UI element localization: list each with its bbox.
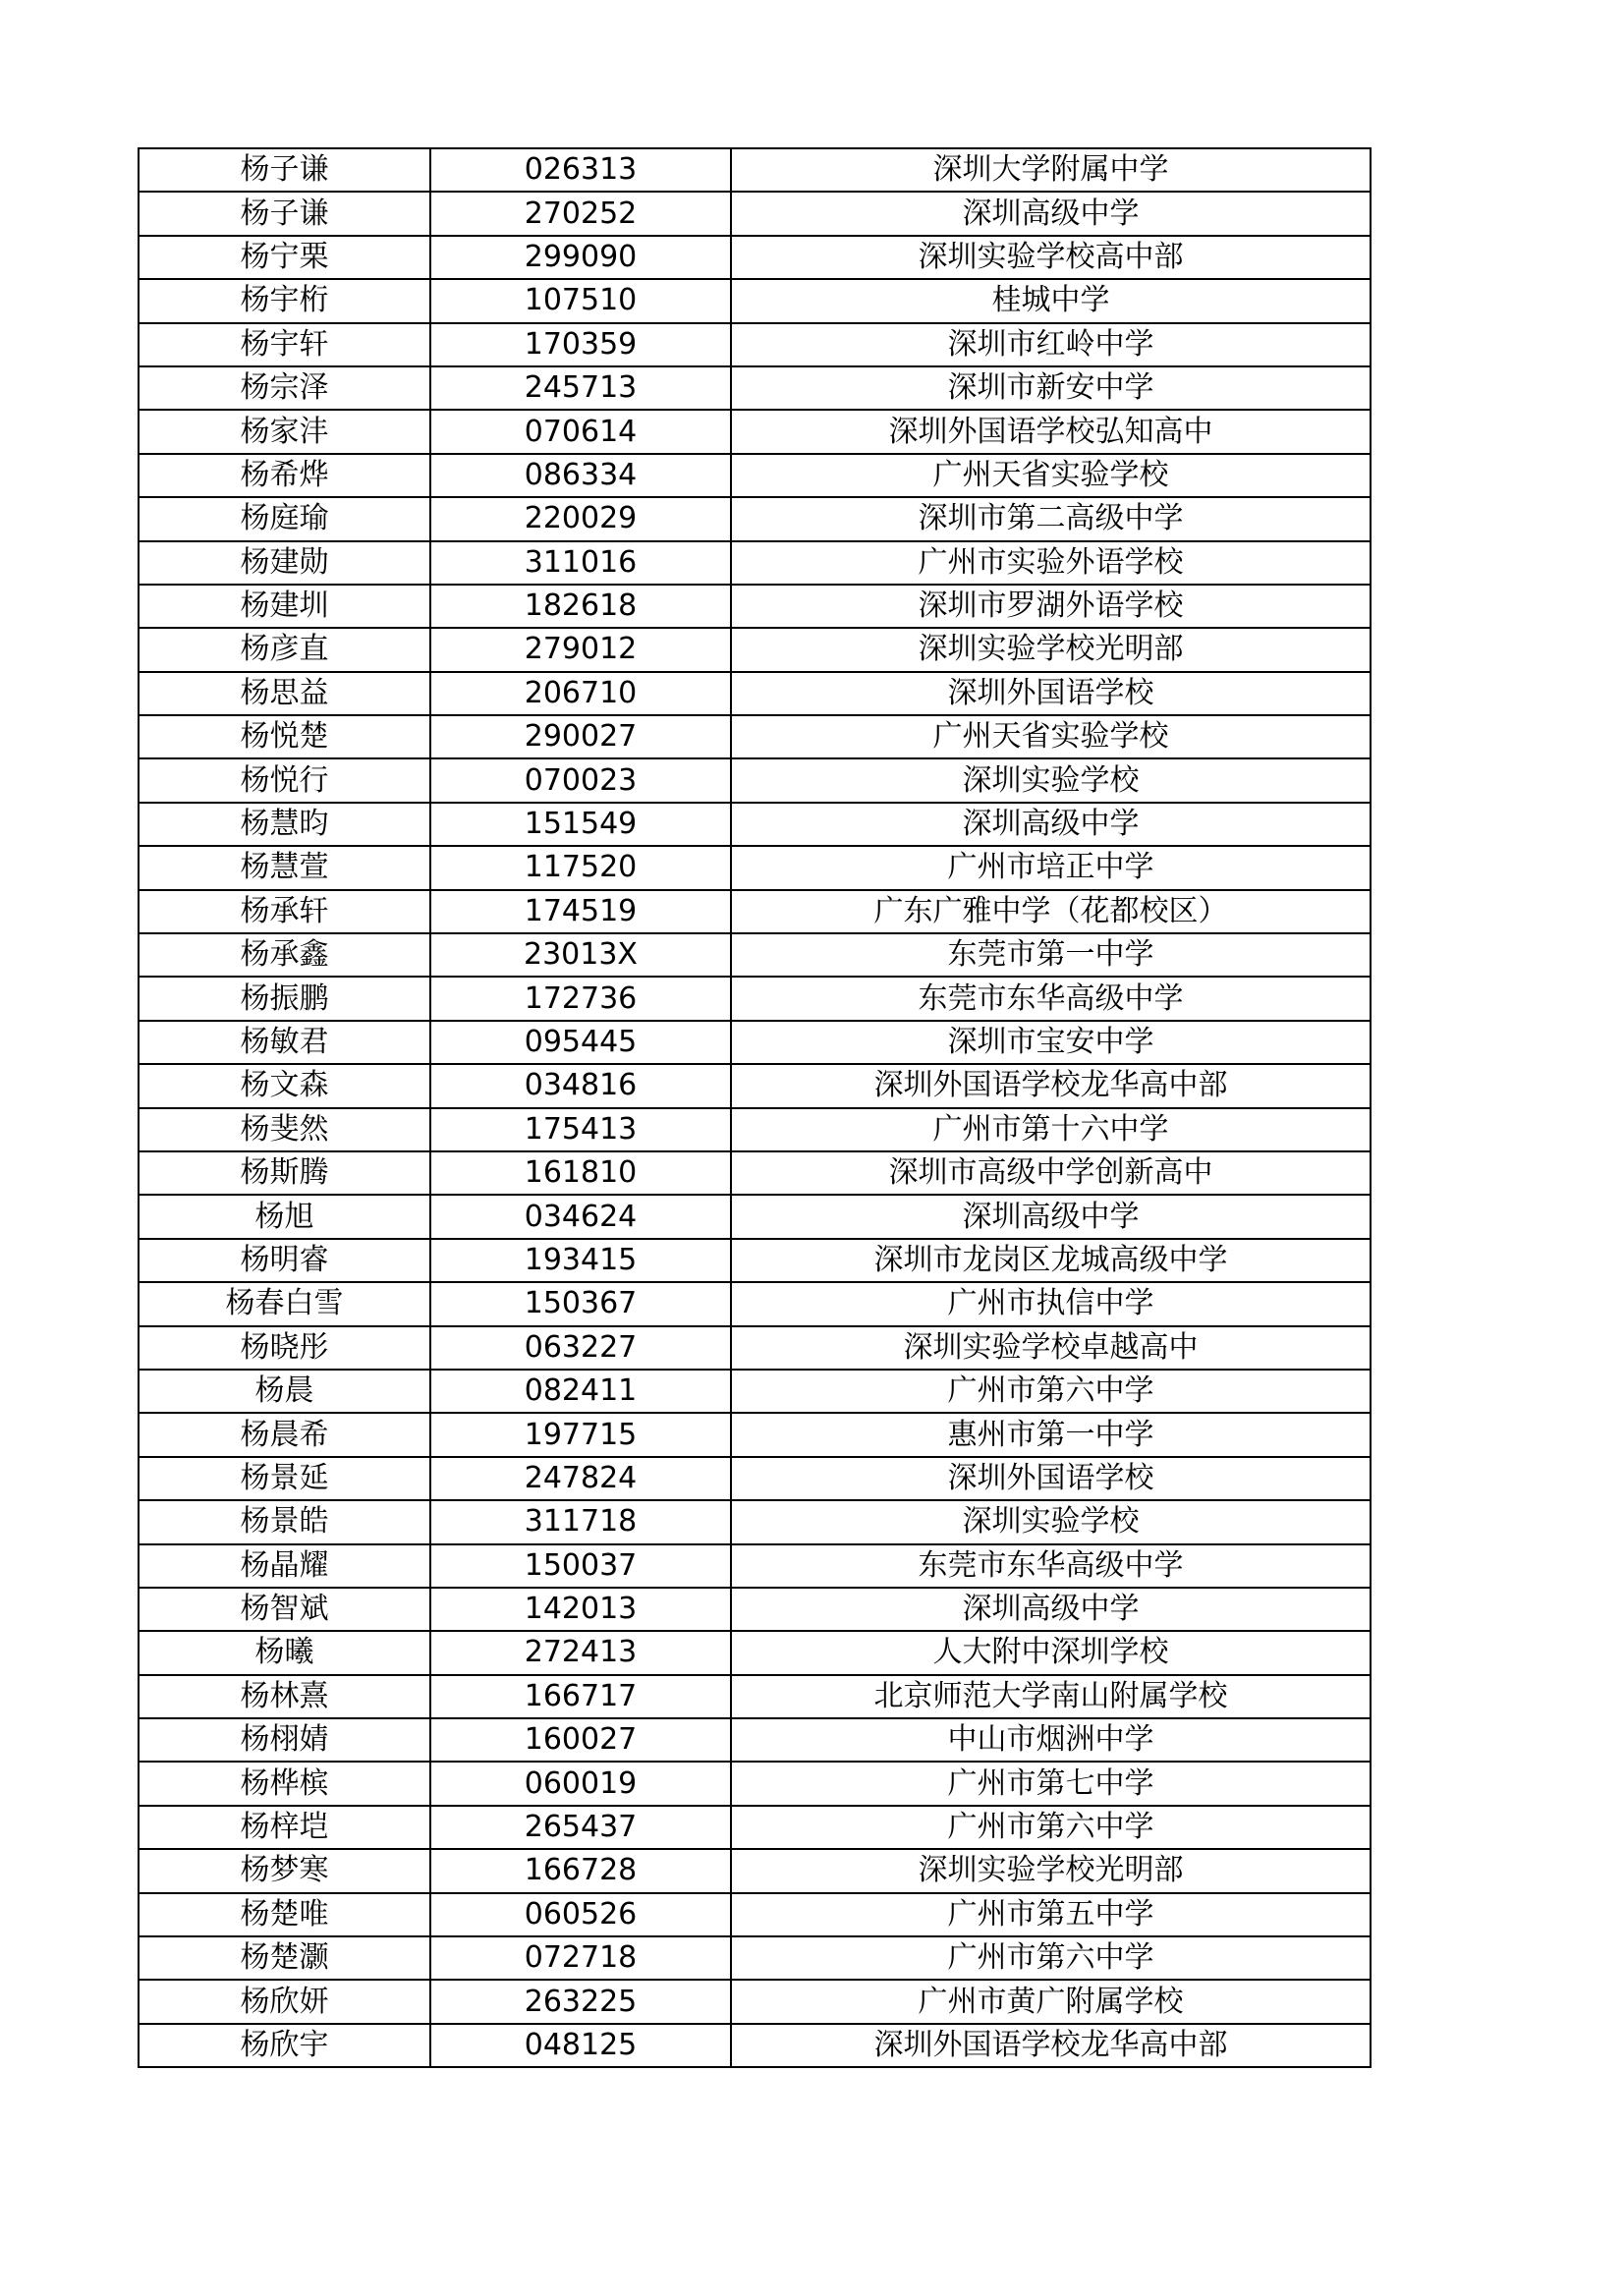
- student-name-cell: 杨文森: [139, 1064, 430, 1107]
- student-name-cell: 杨春白雪: [139, 1282, 430, 1325]
- student-id-cell: 026313: [430, 148, 731, 192]
- school-name-cell: 广州市第六中学: [731, 1370, 1371, 1413]
- school-name-cell: 广州市第十六中学: [731, 1108, 1371, 1151]
- school-name-cell: 深圳高级中学: [731, 803, 1371, 846]
- student-name-cell: 杨智斌: [139, 1588, 430, 1631]
- student-id-cell: 034816: [430, 1064, 731, 1107]
- table-row: [139, 323, 1371, 366]
- table-row: [139, 1544, 1371, 1588]
- student-id-cell: 193415: [430, 1239, 731, 1282]
- student-id-cell: 311016: [430, 541, 731, 585]
- student-id-cell: 161810: [430, 1151, 731, 1195]
- school-name-cell: 广州天省实验学校: [731, 454, 1371, 497]
- student-id-cell: 048125: [430, 2024, 731, 2067]
- table-row: [139, 1849, 1371, 1892]
- school-name-cell: 广州市第七中学: [731, 1762, 1371, 1805]
- school-name-cell: 深圳市新安中学: [731, 366, 1371, 410]
- student-id-cell: 095445: [430, 1021, 731, 1064]
- school-name-cell: 深圳市罗湖外语学校: [731, 585, 1371, 628]
- school-name-cell: 深圳外国语学校龙华高中部: [731, 2024, 1371, 2067]
- table-row: [139, 1762, 1371, 1805]
- student-id-cell: 182618: [430, 585, 731, 628]
- student-name-cell: 杨晨希: [139, 1413, 430, 1456]
- table-row: [139, 585, 1371, 628]
- student-name-cell: 杨敏君: [139, 1021, 430, 1064]
- school-name-cell: 深圳市红岭中学: [731, 323, 1371, 366]
- student-name-cell: 杨宇轩: [139, 323, 430, 366]
- table-row: [139, 236, 1371, 279]
- student-name-cell: 杨悦行: [139, 758, 430, 802]
- table-row: [139, 672, 1371, 715]
- table-row: [139, 1936, 1371, 1980]
- student-id-cell: 23013X: [430, 933, 731, 977]
- school-name-cell: 深圳外国语学校: [731, 1457, 1371, 1500]
- student-name-cell: 杨悦楚: [139, 715, 430, 758]
- student-name-cell: 杨欣宇: [139, 2024, 430, 2067]
- table-row: [139, 977, 1371, 1020]
- student-name-cell: 杨宁栗: [139, 236, 430, 279]
- student-name-cell: 杨宇桁: [139, 279, 430, 322]
- table-row: [139, 279, 1371, 322]
- student-name-cell: 杨慧萱: [139, 846, 430, 889]
- school-name-cell: 广州市第六中学: [731, 1806, 1371, 1849]
- school-name-cell: 广州市第五中学: [731, 1893, 1371, 1936]
- student-name-cell: 杨承鑫: [139, 933, 430, 977]
- table-row: [139, 497, 1371, 540]
- table-row: [139, 1980, 1371, 2023]
- school-name-cell: 惠州市第一中学: [731, 1413, 1371, 1456]
- table-row: [139, 846, 1371, 889]
- student-id-cell: 060019: [430, 1762, 731, 1805]
- student-name-cell: 杨楚灏: [139, 1936, 430, 1980]
- student-name-cell: 杨景延: [139, 1457, 430, 1500]
- student-id-cell: 072718: [430, 1936, 731, 1980]
- student-name-cell: 杨希烨: [139, 454, 430, 497]
- table-row: [139, 1500, 1371, 1543]
- student-id-cell: 272413: [430, 1631, 731, 1674]
- table-row: [139, 758, 1371, 802]
- student-name-cell: 杨林熹: [139, 1675, 430, 1718]
- student-name-cell: 杨思益: [139, 672, 430, 715]
- student-id-cell: 290027: [430, 715, 731, 758]
- school-name-cell: 深圳实验学校光明部: [731, 1849, 1371, 1892]
- student-name-cell: 杨斯腾: [139, 1151, 430, 1195]
- table-row: [139, 1675, 1371, 1718]
- student-id-cell: 082411: [430, 1370, 731, 1413]
- student-name-cell: 杨欣妍: [139, 1980, 430, 2023]
- table-row: [139, 1195, 1371, 1238]
- student-name-cell: 杨庭瑜: [139, 497, 430, 540]
- table-row: [139, 933, 1371, 977]
- school-name-cell: 东莞市东华高级中学: [731, 1544, 1371, 1588]
- student-id-cell: 070614: [430, 410, 731, 453]
- student-id-cell: 117520: [430, 846, 731, 889]
- table-row: [139, 1021, 1371, 1064]
- student-name-cell: 杨晓彤: [139, 1326, 430, 1370]
- table-row: [139, 1151, 1371, 1195]
- school-name-cell: 北京师范大学南山附属学校: [731, 1675, 1371, 1718]
- school-name-cell: 东莞市第一中学: [731, 933, 1371, 977]
- student-name-cell: 杨明睿: [139, 1239, 430, 1282]
- student-id-cell: 070023: [430, 758, 731, 802]
- school-name-cell: 广州市第六中学: [731, 1936, 1371, 1980]
- school-name-cell: 深圳实验学校高中部: [731, 236, 1371, 279]
- student-name-cell: 杨桦槟: [139, 1762, 430, 1805]
- student-id-cell: 063227: [430, 1326, 731, 1370]
- student-name-cell: 杨彦直: [139, 628, 430, 671]
- table-row: [139, 1370, 1371, 1413]
- school-name-cell: 深圳市宝安中学: [731, 1021, 1371, 1064]
- table-row: [139, 1326, 1371, 1370]
- student-id-cell: 174519: [430, 890, 731, 933]
- student-id-cell: 279012: [430, 628, 731, 671]
- student-id-cell: 172736: [430, 977, 731, 1020]
- student-name-cell: 杨梓垲: [139, 1806, 430, 1849]
- student-id-cell: 150037: [430, 1544, 731, 1588]
- school-name-cell: 东莞市东华高级中学: [731, 977, 1371, 1020]
- table-row: [139, 1631, 1371, 1674]
- student-name-cell: 杨建勋: [139, 541, 430, 585]
- school-name-cell: 深圳外国语学校龙华高中部: [731, 1064, 1371, 1107]
- school-name-cell: 深圳外国语学校弘知高中: [731, 410, 1371, 453]
- table-row: [139, 1064, 1371, 1107]
- student-name-cell: 杨建圳: [139, 585, 430, 628]
- student-id-cell: 166728: [430, 1849, 731, 1892]
- student-name-cell: 杨家沣: [139, 410, 430, 453]
- table-row: [139, 715, 1371, 758]
- school-name-cell: 广州市培正中学: [731, 846, 1371, 889]
- student-name-cell: 杨栩婧: [139, 1718, 430, 1762]
- student-name-cell: 杨曦: [139, 1631, 430, 1674]
- school-name-cell: 深圳外国语学校: [731, 672, 1371, 715]
- table-row: [139, 2024, 1371, 2067]
- student-id-cell: 299090: [430, 236, 731, 279]
- school-name-cell: 深圳市龙岗区龙城高级中学: [731, 1239, 1371, 1282]
- table-row: [139, 192, 1371, 235]
- table-row: [139, 628, 1371, 671]
- school-name-cell: 广东广雅中学（花都校区）: [731, 890, 1371, 933]
- table-row: [139, 1457, 1371, 1500]
- school-name-cell: 深圳市高级中学创新高中: [731, 1151, 1371, 1195]
- student-id-cell: 170359: [430, 323, 731, 366]
- student-name-cell: 杨晶耀: [139, 1544, 430, 1588]
- table-row: [139, 541, 1371, 585]
- table-row: [139, 1413, 1371, 1456]
- student-id-cell: 166717: [430, 1675, 731, 1718]
- student-name-cell: 杨振鹏: [139, 977, 430, 1020]
- school-name-cell: 深圳大学附属中学: [731, 148, 1371, 192]
- school-name-cell: 广州市实验外语学校: [731, 541, 1371, 585]
- roster-table: [138, 147, 1372, 2068]
- student-name-cell: 杨景皓: [139, 1500, 430, 1543]
- school-name-cell: 桂城中学: [731, 279, 1371, 322]
- student-id-cell: 086334: [430, 454, 731, 497]
- table-row: [139, 410, 1371, 453]
- table-row: [139, 1806, 1371, 1849]
- table-row: [139, 890, 1371, 933]
- student-name-cell: 杨楚唯: [139, 1893, 430, 1936]
- student-name-cell: 杨宗泽: [139, 366, 430, 410]
- school-name-cell: 深圳市第二高级中学: [731, 497, 1371, 540]
- student-name-cell: 杨子谦: [139, 192, 430, 235]
- student-id-cell: 151549: [430, 803, 731, 846]
- student-id-cell: 150367: [430, 1282, 731, 1325]
- student-id-cell: 263225: [430, 1980, 731, 2023]
- student-name-cell: 杨子谦: [139, 148, 430, 192]
- student-id-cell: 175413: [430, 1108, 731, 1151]
- student-name-cell: 杨承轩: [139, 890, 430, 933]
- student-id-cell: 142013: [430, 1588, 731, 1631]
- school-name-cell: 广州天省实验学校: [731, 715, 1371, 758]
- school-name-cell: 人大附中深圳学校: [731, 1631, 1371, 1674]
- student-id-cell: 245713: [430, 366, 731, 410]
- student-id-cell: 197715: [430, 1413, 731, 1456]
- table-row: [139, 148, 1371, 192]
- student-id-cell: 060526: [430, 1893, 731, 1936]
- school-name-cell: 深圳实验学校: [731, 1500, 1371, 1543]
- student-id-cell: 220029: [430, 497, 731, 540]
- student-name-cell: 杨慧昀: [139, 803, 430, 846]
- school-name-cell: 深圳实验学校光明部: [731, 628, 1371, 671]
- student-id-cell: 160027: [430, 1718, 731, 1762]
- student-id-cell: 107510: [430, 279, 731, 322]
- student-name-cell: 杨斐然: [139, 1108, 430, 1151]
- table-row: [139, 1239, 1371, 1282]
- school-name-cell: 深圳实验学校: [731, 758, 1371, 802]
- school-name-cell: 深圳高级中学: [731, 1195, 1371, 1238]
- student-id-cell: 034624: [430, 1195, 731, 1238]
- table-row: [139, 1718, 1371, 1762]
- table-row: [139, 454, 1371, 497]
- school-name-cell: 深圳实验学校卓越高中: [731, 1326, 1371, 1370]
- table-row: [139, 803, 1371, 846]
- table-row: [139, 1893, 1371, 1936]
- student-id-cell: 206710: [430, 672, 731, 715]
- student-name-cell: 杨梦寒: [139, 1849, 430, 1892]
- school-name-cell: 广州市黄广附属学校: [731, 1980, 1371, 2023]
- school-name-cell: 广州市执信中学: [731, 1282, 1371, 1325]
- table-row: [139, 1588, 1371, 1631]
- table-row: [139, 1108, 1371, 1151]
- student-name-cell: 杨旭: [139, 1195, 430, 1238]
- roster-body: [139, 148, 1371, 2067]
- school-name-cell: 深圳高级中学: [731, 1588, 1371, 1631]
- student-id-cell: 247824: [430, 1457, 731, 1500]
- table-row: [139, 1282, 1371, 1325]
- student-id-cell: 265437: [430, 1806, 731, 1849]
- student-id-cell: 311718: [430, 1500, 731, 1543]
- table-row: [139, 366, 1371, 410]
- school-name-cell: 中山市烟洲中学: [731, 1718, 1371, 1762]
- roster-sheet: [138, 147, 1370, 2068]
- student-name-cell: 杨晨: [139, 1370, 430, 1413]
- student-id-cell: 270252: [430, 192, 731, 235]
- school-name-cell: 深圳高级中学: [731, 192, 1371, 235]
